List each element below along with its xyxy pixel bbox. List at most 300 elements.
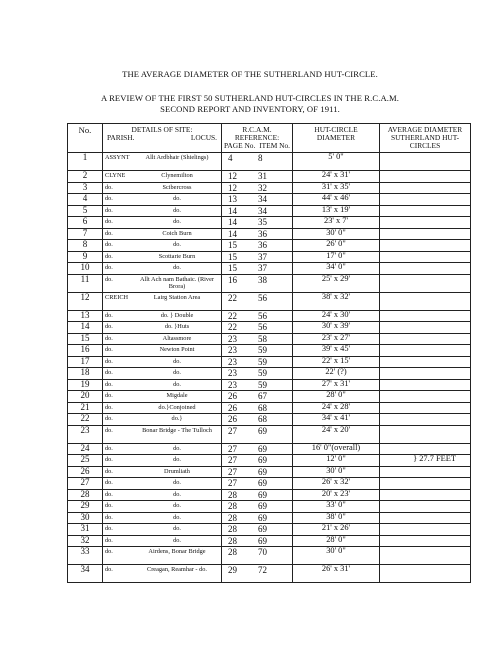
cell-diameter: 31' x 35' <box>293 182 380 194</box>
cell-diameter: 28' 0" <box>293 391 380 403</box>
cell-item: 56 <box>258 322 267 332</box>
cell-parish: do. <box>105 490 113 498</box>
cell-page: 22 <box>228 310 237 321</box>
cell-ref <box>222 333 293 345</box>
cell-item: 59 <box>258 356 267 367</box>
table-row <box>68 455 471 467</box>
cell-average <box>380 228 471 240</box>
cell-page: 23 <box>228 356 237 367</box>
cell-ref <box>222 153 293 171</box>
cell-locus: do. <box>173 357 181 365</box>
cell-no: 11 <box>68 274 103 292</box>
cell-page: 23 <box>228 345 237 355</box>
cell-ref <box>222 274 293 292</box>
table-row <box>68 240 471 252</box>
cell-parish: do. <box>105 566 113 573</box>
cell-ref <box>222 478 293 490</box>
cell-average <box>380 466 471 478</box>
table-row <box>68 425 471 443</box>
cell-site <box>103 379 222 391</box>
cell-item: 56 <box>258 310 267 321</box>
cell-item: 59 <box>258 368 267 378</box>
cell-site <box>103 153 222 171</box>
cell-item: 36 <box>258 240 267 250</box>
cell-parish: do. <box>105 252 113 260</box>
cell-locus: Creagan, Reamhar - do. <box>147 566 207 573</box>
cell-site <box>103 292 222 310</box>
cell-no: 1 <box>68 153 103 171</box>
cell-no: 32 <box>68 535 103 547</box>
cell-locus: do.} <box>171 415 183 422</box>
average-diameter-value: } 27.7 FEET <box>413 454 456 463</box>
cell-locus: Bonar Bridge - The Tulloch <box>142 426 212 434</box>
cell-no: 24 <box>68 443 103 455</box>
cell-item: 34 <box>258 205 267 216</box>
cell-no: 27 <box>68 478 103 490</box>
cell-page: 14 <box>228 228 237 239</box>
cell-ref <box>222 443 293 455</box>
header-no: No. <box>68 124 103 153</box>
cell-average <box>380 263 471 275</box>
cell-page: 13 <box>228 194 237 204</box>
cell-diameter: 30' 0" <box>293 466 380 478</box>
header-item: ITEM No. <box>259 141 290 150</box>
cell-locus: Migdale <box>166 392 188 399</box>
cell-parish: do. <box>105 195 113 202</box>
cell-page: 14 <box>228 205 237 216</box>
cell-parish: CLYNE <box>105 172 126 179</box>
cell-average <box>380 356 471 368</box>
document-subtitle-line1: A REVIEW OF THE FIRST 50 SUTHERLAND HUT-CIRCLES IN THE R.C.A.M. <box>100 93 400 103</box>
cell-locus: Allt Ach nam Bathaic. (River Brora) <box>140 275 214 290</box>
cell-ref <box>222 368 293 380</box>
cell-parish: do. <box>105 334 113 342</box>
cell-average <box>380 501 471 513</box>
cell-site <box>103 535 222 547</box>
cell-diameter: 24' x 20' <box>293 425 380 443</box>
cell-item: 32 <box>258 182 267 193</box>
cell-no: 9 <box>68 251 103 263</box>
cell-locus: do. <box>173 241 181 248</box>
cell-site <box>103 217 222 229</box>
cell-average <box>380 153 471 171</box>
cell-ref <box>222 565 293 583</box>
cell-item: 69 <box>258 512 267 523</box>
cell-no: 20 <box>68 391 103 403</box>
cell-locus: Lairg Station Area <box>153 293 201 301</box>
cell-locus: Airdens, Bonar Bridge <box>148 548 206 555</box>
cell-item: 69 <box>258 535 267 546</box>
header-parish: PARISH. <box>107 133 135 142</box>
table-row <box>68 391 471 403</box>
cell-item: 58 <box>258 333 267 344</box>
cell-page: 27 <box>228 443 237 454</box>
table-row <box>68 466 471 478</box>
cell-no: 34 <box>68 565 103 583</box>
cell-no: 29 <box>68 501 103 513</box>
cell-site <box>103 251 222 263</box>
cell-ref <box>222 455 293 467</box>
cell-no: 17 <box>68 356 103 368</box>
cell-item: 36 <box>258 228 267 239</box>
cell-no: 25 <box>68 455 103 467</box>
cell-average <box>380 310 471 322</box>
cell-no: 19 <box>68 379 103 391</box>
cell-ref <box>222 240 293 252</box>
cell-locus: Clynemilton <box>161 172 193 179</box>
cell-page: 15 <box>228 240 237 250</box>
cell-item: 68 <box>258 414 267 424</box>
cell-site <box>103 263 222 275</box>
cell-parish: do. <box>105 403 113 411</box>
table-row <box>68 356 471 368</box>
cell-locus: Altassmore <box>162 334 192 342</box>
cell-diameter: 34' 0" <box>293 263 380 275</box>
cell-ref <box>222 292 293 310</box>
cell-item: 72 <box>258 565 267 575</box>
cell-site <box>103 489 222 501</box>
cell-item: 69 <box>258 524 267 534</box>
cell-no: 21 <box>68 402 103 414</box>
cell-site <box>103 547 222 565</box>
cell-no: 13 <box>68 310 103 322</box>
cell-average <box>380 182 471 194</box>
cell-site <box>103 425 222 443</box>
cell-diameter: 27' x 31' <box>293 379 380 391</box>
cell-ref <box>222 402 293 414</box>
cell-site <box>103 322 222 334</box>
cell-parish: do. <box>105 264 113 271</box>
cell-locus: Coich Burn <box>162 229 192 237</box>
cell-no: 12 <box>68 292 103 310</box>
cell-locus: Drumliath <box>164 467 190 475</box>
cell-average <box>380 333 471 345</box>
cell-no: 15 <box>68 333 103 345</box>
cell-item: 31 <box>258 171 267 181</box>
cell-item: 67 <box>258 391 267 401</box>
cell-site <box>103 524 222 536</box>
cell-parish: do. <box>105 502 113 509</box>
table-row <box>68 414 471 426</box>
cell-ref <box>222 391 293 403</box>
cell-site <box>103 466 222 478</box>
cell-parish: do. <box>105 380 113 388</box>
table-row <box>68 217 471 229</box>
cell-item: 68 <box>258 402 267 413</box>
cell-no: 18 <box>68 368 103 380</box>
cell-diameter: 24' x 28' <box>293 402 380 414</box>
cell-locus: do. }Huts <box>164 323 190 330</box>
cell-locus: do. <box>173 456 181 463</box>
cell-site <box>103 512 222 524</box>
header-diameter-line1: HUT-CIRCLE <box>314 125 358 134</box>
header-site <box>103 124 222 153</box>
cell-diameter: 30' x 39' <box>293 322 380 334</box>
cell-site <box>103 391 222 403</box>
table-row <box>68 194 471 206</box>
cell-site <box>103 194 222 206</box>
cell-page: 12 <box>228 182 237 193</box>
table-row <box>68 402 471 414</box>
cell-item: 70 <box>258 547 267 557</box>
cell-item: 69 <box>258 489 267 500</box>
cell-ref <box>222 356 293 368</box>
cell-diameter: 17' 0" <box>293 251 380 263</box>
cell-page: 26 <box>228 402 237 413</box>
table-row <box>68 310 471 322</box>
cell-site <box>103 310 222 322</box>
cell-page: 14 <box>228 217 237 227</box>
cell-page: 27 <box>228 425 237 436</box>
cell-average <box>380 535 471 547</box>
cell-diameter: 5' 0" <box>293 153 380 171</box>
cell-item: 69 <box>258 425 267 436</box>
cell-average <box>380 171 471 183</box>
cell-site <box>103 171 222 183</box>
table-row <box>68 153 471 171</box>
cell-average <box>380 345 471 357</box>
cell-page: 28 <box>228 535 237 546</box>
cell-locus: do.}Conjoined <box>158 403 196 411</box>
cell-page: 27 <box>228 466 237 477</box>
table-row <box>68 292 471 310</box>
cell-diameter: 26' x 32' <box>293 478 380 490</box>
cell-locus: do. <box>173 490 181 498</box>
table-row <box>68 322 471 334</box>
cell-parish: do. <box>105 479 113 486</box>
cell-page: 4 <box>228 153 233 163</box>
document-title: THE AVERAGE DIAMETER OF THE SUTHERLAND HUT-CIRCLE. <box>122 69 378 79</box>
cell-parish: do. <box>105 183 113 191</box>
cell-site <box>103 414 222 426</box>
cell-ref <box>222 501 293 513</box>
cell-diameter: 20' x 23' <box>293 489 380 501</box>
table-row <box>68 333 471 345</box>
cell-no: 30 <box>68 512 103 524</box>
cell-ref <box>222 512 293 524</box>
cell-site <box>103 182 222 194</box>
cell-parish: ASSYNT <box>105 154 130 161</box>
cell-diameter: 30' 0" <box>293 547 380 565</box>
cell-parish: do. <box>105 525 113 532</box>
cell-diameter: 39' x 45' <box>293 345 380 357</box>
cell-page: 27 <box>228 455 237 465</box>
cell-item: 69 <box>258 455 267 465</box>
table-row <box>68 274 471 292</box>
cell-page: 27 <box>228 478 237 488</box>
cell-ref <box>222 310 293 322</box>
cell-site <box>103 333 222 345</box>
cell-ref <box>222 182 293 194</box>
cell-page: 28 <box>228 501 237 511</box>
cell-average <box>380 205 471 217</box>
cell-diameter: 22' x 15' <box>293 356 380 368</box>
cell-parish: do. <box>105 241 113 248</box>
cell-no: 4 <box>68 194 103 206</box>
cell-no: 33 <box>68 547 103 565</box>
table-row <box>68 478 471 490</box>
cell-parish: do. <box>105 415 113 422</box>
cell-diameter: 30' 0" <box>293 228 380 240</box>
cell-page: 23 <box>228 333 237 344</box>
cell-ref <box>222 345 293 357</box>
table-row <box>68 228 471 240</box>
cell-locus: do. <box>173 536 181 544</box>
cell-item: 69 <box>258 466 267 477</box>
cell-locus: do. <box>173 380 181 388</box>
cell-average <box>380 217 471 229</box>
cell-diameter: 38' 0" <box>293 512 380 524</box>
cell-locus: do. <box>173 479 181 486</box>
cell-parish: do. <box>105 467 113 475</box>
cell-parish: CREICH <box>105 293 129 301</box>
cell-average <box>380 379 471 391</box>
cell-page: 12 <box>228 171 237 181</box>
cell-site <box>103 228 222 240</box>
cell-ref <box>222 263 293 275</box>
cell-locus: do. <box>173 218 181 225</box>
header-diameter <box>293 124 380 153</box>
cell-locus: Scottarie Burn <box>158 252 196 260</box>
cell-ref <box>222 217 293 229</box>
cell-page: 26 <box>228 391 237 401</box>
cell-page: 28 <box>228 524 237 534</box>
cell-diameter: 34' x 41' <box>293 414 380 426</box>
table-row <box>68 205 471 217</box>
header-site-label: DETAILS OF SITE: <box>131 125 193 134</box>
cell-average <box>380 443 471 455</box>
cell-no: 16 <box>68 345 103 357</box>
cell-diameter: 23' x 7' <box>293 217 380 229</box>
cell-site <box>103 443 222 455</box>
cell-parish: do. <box>105 369 113 376</box>
cell-locus: do. <box>173 525 181 532</box>
cell-parish: do. <box>105 548 113 555</box>
cell-site <box>103 501 222 513</box>
cell-locus: Newton Point <box>159 346 195 353</box>
cell-locus: do. <box>173 513 181 521</box>
cell-page: 23 <box>228 379 237 390</box>
cell-no: 8 <box>68 240 103 252</box>
cell-locus: do. <box>173 264 181 271</box>
cell-page: 22 <box>228 322 237 332</box>
cell-locus: Allt Ardbhair (Shielings) <box>145 154 209 161</box>
cell-parish: do. <box>105 218 113 225</box>
cell-ref <box>222 535 293 547</box>
cell-locus: do. <box>173 444 181 452</box>
cell-no: 28 <box>68 489 103 501</box>
cell-ref <box>222 425 293 443</box>
cell-diameter: 24' x 31' <box>293 171 380 183</box>
cell-average <box>380 547 471 565</box>
table-row <box>68 512 471 524</box>
table-header-row <box>68 124 471 153</box>
cell-ref <box>222 547 293 565</box>
cell-item: 59 <box>258 345 267 355</box>
table-row <box>68 501 471 513</box>
cell-diameter: 44' x 46' <box>293 194 380 206</box>
header-diameter-line2: DIAMETER <box>316 133 356 142</box>
cell-site <box>103 455 222 467</box>
cell-average <box>380 368 471 380</box>
table-row <box>68 524 471 536</box>
cell-average <box>380 565 471 583</box>
cell-average <box>380 455 471 467</box>
cell-item: 8 <box>258 153 263 163</box>
cell-site <box>103 356 222 368</box>
cell-no: 2 <box>68 171 103 183</box>
cell-average <box>380 251 471 263</box>
cell-item: 69 <box>258 443 267 454</box>
cell-locus: do. <box>173 502 181 509</box>
cell-item: 35 <box>258 217 267 227</box>
cell-page: 22 <box>228 292 237 303</box>
cell-parish: do. <box>105 357 113 365</box>
cell-item: 34 <box>258 194 267 204</box>
cell-item: 69 <box>258 501 267 511</box>
cell-page: 26 <box>228 414 237 424</box>
cell-ref <box>222 194 293 206</box>
cell-page: 28 <box>228 489 237 500</box>
table-row <box>68 251 471 263</box>
cell-locus: do. <box>173 206 181 214</box>
cell-page: 28 <box>228 512 237 523</box>
cell-parish: do. <box>105 456 113 463</box>
cell-parish: do. <box>105 536 113 544</box>
cell-no: 7 <box>68 228 103 240</box>
cell-average <box>380 425 471 443</box>
cell-ref <box>222 322 293 334</box>
cell-average <box>380 274 471 292</box>
cell-page: 28 <box>228 547 237 557</box>
cell-site <box>103 345 222 357</box>
cell-site <box>103 274 222 292</box>
cell-diameter: 24' x 30' <box>293 310 380 322</box>
cell-page: 29 <box>228 565 237 575</box>
cell-item: 59 <box>258 379 267 390</box>
cell-site <box>103 402 222 414</box>
cell-item: 37 <box>258 251 267 262</box>
header-page: PAGE No. <box>224 141 256 150</box>
cell-locus: do. } Double <box>160 311 194 319</box>
cell-ref <box>222 466 293 478</box>
cell-diameter: 22' (?) <box>293 368 380 380</box>
cell-average <box>380 414 471 426</box>
cell-diameter: 38' x 32' <box>293 292 380 310</box>
cell-no: 23 <box>68 425 103 443</box>
table-row <box>68 263 471 275</box>
cell-parish: do. <box>105 311 113 319</box>
cell-locus: Scibercross <box>162 183 192 191</box>
cell-diameter: 13' x 19' <box>293 205 380 217</box>
cell-no: 22 <box>68 414 103 426</box>
cell-locus: do. <box>173 195 181 202</box>
cell-ref <box>222 379 293 391</box>
cell-parish: do. <box>105 513 113 521</box>
cell-ref <box>222 228 293 240</box>
cell-ref <box>222 524 293 536</box>
cell-page: 23 <box>228 368 237 378</box>
header-ref-label: R.C.A.M. REFERENCE: <box>234 125 280 142</box>
cell-site <box>103 205 222 217</box>
cell-diameter: 12' 0" <box>293 455 380 467</box>
table-row <box>68 379 471 391</box>
cell-parish: do. <box>105 206 113 214</box>
cell-average <box>380 322 471 334</box>
cell-item: 56 <box>258 292 267 303</box>
cell-no: 6 <box>68 217 103 229</box>
cell-locus: do. <box>173 369 181 376</box>
